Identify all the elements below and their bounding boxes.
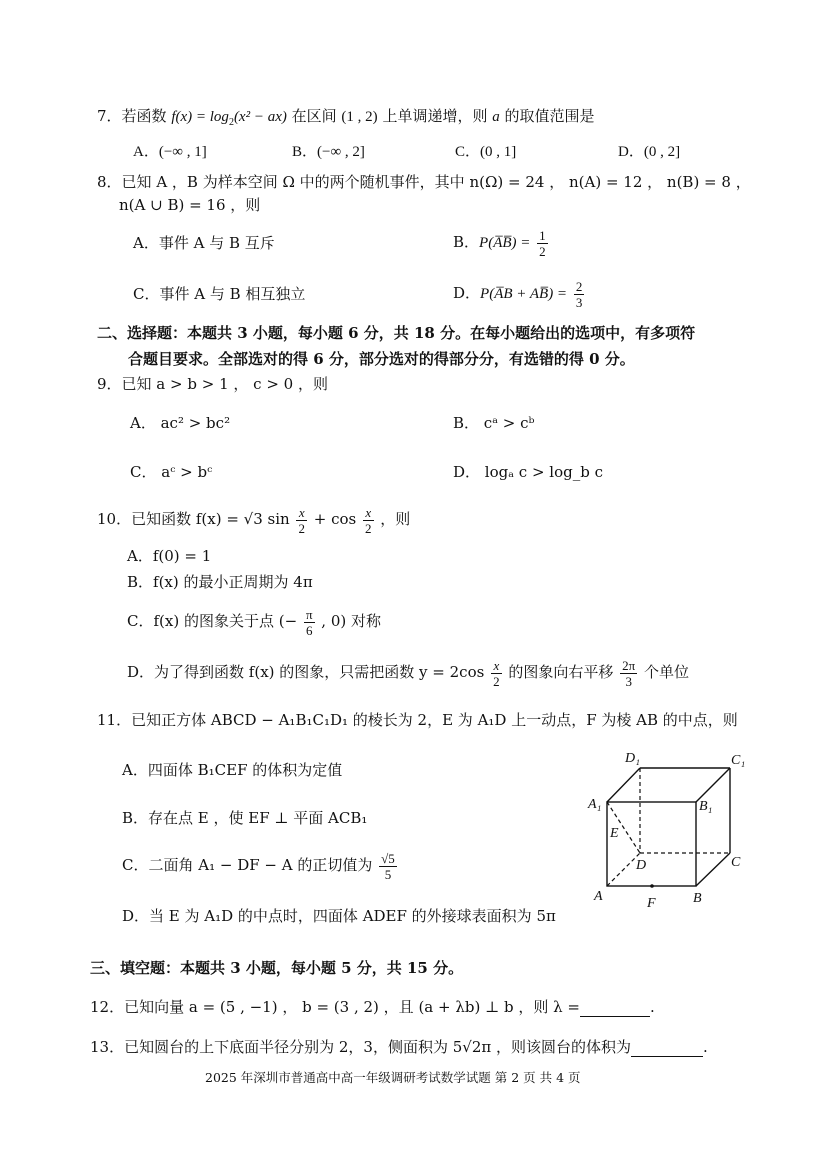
page-footer: 2025 年深圳市普通高中高一年级调研考试数学试题 第 2 页 共 4 页 bbox=[205, 1070, 581, 1085]
label-d: D bbox=[636, 858, 647, 873]
question-8-option-a: A．事件 A 与 B 互斥 bbox=[133, 234, 275, 252]
question-8-option-c: C．事件 A 与 B 相互独立 bbox=[133, 285, 306, 303]
question-8-option-b: B．P(A̅B̅) = $\frac{1}{2}$ bbox=[453, 227, 546, 259]
question-8-stem: 8．已知 A ，B 为样本空间 Ω 中的两个随机事件，其中 n(Ω) = 24 ， n(A) = 12 ， n(B) = 8 ， bbox=[97, 173, 751, 191]
question-10-option-b: B．f(x) 的最小正周期为 4π bbox=[127, 573, 313, 591]
question-7-option-a: A．(−∞ , 1] bbox=[133, 144, 207, 160]
question-8-stem-line2: n(A ∪ B) = 16 ，则 bbox=[119, 196, 261, 214]
edge-b1-c1 bbox=[696, 768, 730, 802]
label-e: E bbox=[610, 826, 619, 841]
fraction: $\frac{2\pi}{3}$ bbox=[622, 657, 636, 689]
question-7-stem: 7．若函数 $f(x) = \log_2(x^2 - ax)$ 在区间 (1 , 2) 上单调递增，则 a 的取值范围是 bbox=[97, 107, 595, 128]
question-7-option-d: D．(0 , 2] bbox=[618, 144, 681, 160]
cube-figure bbox=[585, 745, 760, 915]
question-7-option-b: B．(−∞ , 2] bbox=[292, 144, 365, 160]
label-f: F bbox=[647, 896, 656, 911]
section-2-heading: 二、选择题：本题共 3 小题，每小题 6 分，共 18 分。在每小题给出的选项中，有多项符 bbox=[97, 324, 696, 342]
label-a: A bbox=[594, 889, 603, 904]
question-10-option-a: A．f(0) = 1 bbox=[127, 547, 212, 565]
label-b: B bbox=[693, 891, 702, 906]
question-13: 13．已知圆台的上下底面半径分别为 2，3，侧面积为 5√2π ，则该圆台的体积为 . bbox=[90, 1038, 708, 1056]
label-c1: C₁ bbox=[731, 753, 746, 768]
question-11-option-b: B．存在点 E ，使 EF ⊥ 平面 ACB₁ bbox=[122, 809, 368, 827]
fraction: $\frac{1}{2}$ bbox=[539, 227, 546, 259]
edge-a1-d1 bbox=[607, 768, 640, 802]
question-9-option-b: B． cᵃ > cᵇ bbox=[453, 414, 535, 432]
question-11-stem: 11．已知正方体 ABCD − A₁B₁C₁D₁ 的棱长为 2，E 为 A₁D 上一动点，F 为棱 AB 的中点，则 bbox=[97, 711, 738, 729]
question-7-option-c: C．(0 , 1] bbox=[455, 144, 517, 160]
fraction: $\frac{\pi}{6}$ bbox=[305, 606, 313, 638]
fraction: $\frac{√5}{5}$ bbox=[381, 850, 395, 882]
label-a1: A₁ bbox=[588, 797, 602, 812]
question-9-option-c: C． aᶜ > bᶜ bbox=[130, 463, 213, 481]
question-9-option-d: D． logₐ c > log_b c bbox=[453, 463, 603, 481]
answer-blank-12[interactable] bbox=[580, 1000, 650, 1017]
label-c: C bbox=[731, 855, 741, 870]
question-10-option-c: C．f(x) 的图象关于点 (− $\frac{\pi}{6}$ , 0) 对称 bbox=[127, 606, 381, 638]
label-d1: D₁ bbox=[625, 751, 640, 766]
question-11-option-d: D．当 E 为 A₁D 的中点时，四面体 ADEF 的外接球表面积为 5π bbox=[122, 907, 556, 925]
fraction: $\frac{x}{2}$ bbox=[365, 504, 372, 536]
point-f bbox=[650, 884, 654, 888]
fraction: $\frac{x}{2}$ bbox=[298, 504, 305, 536]
question-12: 12．已知向量 a = (5 , −1) ， b = (3 , 2) ，且 (a + λb) ⊥ b ，则 λ = . bbox=[90, 998, 655, 1016]
question-8-option-d: D．P(A̅B + AB̅) = $\frac{2}{3}$ bbox=[453, 278, 583, 310]
cube-front-face bbox=[607, 802, 696, 886]
fraction: $\frac{2}{3}$ bbox=[575, 278, 583, 310]
question-11-option-c: C．二面角 A₁ − DF − A 的正切值为 $\frac{√5}{5}$ bbox=[122, 850, 395, 882]
question-10-option-d: D．为了得到函数 f(x) 的图象，只需把函数 y = 2cos $\frac{x}{2}$ 的图象向右平移 $\frac{2\pi}{3}$ 个单位 bbox=[127, 657, 690, 689]
question-10-stem: 10．已知函数 f(x) = √3 sin $\frac{x}{2}$ + cos $\frac{x}{2}$ ，则 bbox=[97, 504, 411, 536]
section-2-heading-line2: 合题目要求。全部选对的得 6 分，部分选对的得部分分，有选错的得 0 分。 bbox=[128, 350, 635, 368]
question-9-stem: 9．已知 a > b > 1 ， c > 0 ，则 bbox=[97, 375, 328, 393]
label-b1: B₁ bbox=[699, 799, 713, 814]
edge-b-c bbox=[696, 853, 730, 886]
answer-blank-13[interactable] bbox=[631, 1040, 703, 1057]
question-11-option-a: A．四面体 B₁CEF 的体积为定值 bbox=[122, 761, 343, 779]
fraction: $\frac{x}{2}$ bbox=[493, 657, 500, 689]
section-3-heading: 三、填空题：本题共 3 小题，每小题 5 分，共 15 分。 bbox=[90, 959, 464, 977]
question-9-option-a: A． ac² > bc² bbox=[130, 414, 231, 432]
